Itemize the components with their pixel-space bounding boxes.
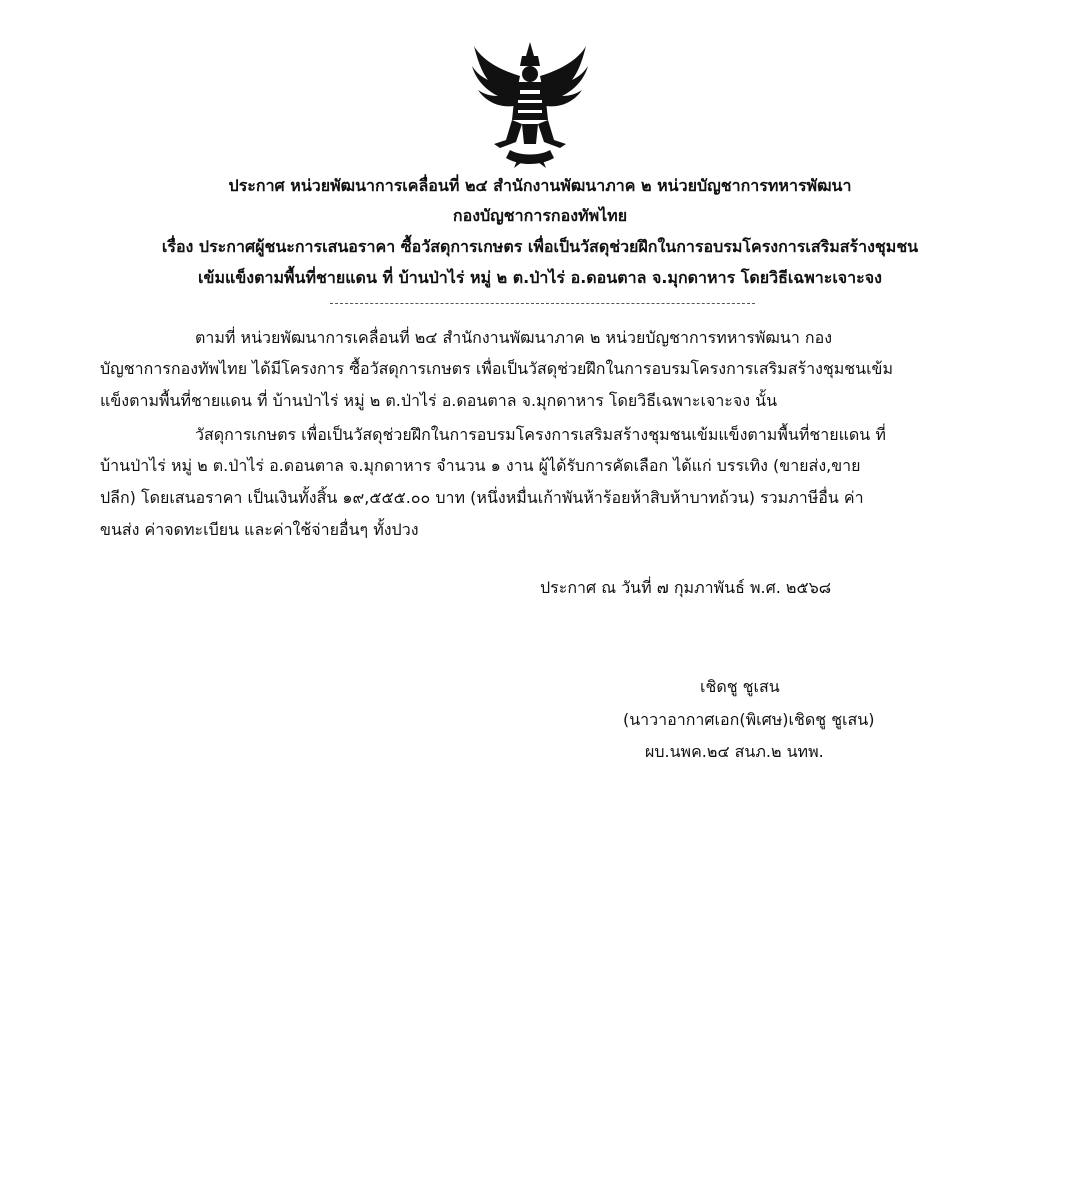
title-line-2: กองบัญชาการกองทัพไทย xyxy=(452,206,628,225)
paragraph2-line-1: วัสดุการเกษตร เพื่อเป็นวัสดุช่วยฝึกในการอบรมโครงการเสริมสร้างชุมชนเข้มแข็งตามพื้นที่ชายแดน ที่ xyxy=(195,425,886,444)
title-line-1: ประกาศ หน่วยพัฒนาการเคลื่อนที่ ๒๔ สำนักงานพัฒนาภาค ๒ หน่วยบัญชาการทหารพัฒนา xyxy=(228,176,852,195)
paragraph2-line-3: ปลีก) โดยเสนอราคา เป็นเงินทั้งสิ้น ๑๙,๕๕๕.๐๐ บาท (หนึ่งหมื่นเก้าพันห้าร้อยห้าสิบห้าบาทถ้วน) รวมภาษีอื่น ค่า xyxy=(100,488,864,507)
title-line-4: เข้มแข็งตามพื้นที่ชายแดน ที่ บ้านป่าไร่ หมู่ ๒ ต.ป่าไร่ อ.ดอนตาล จ.มุกดาหาร โดยวิธีเฉพาะเจาะจง xyxy=(198,268,882,287)
signature-full-name: (นาวาอากาศเอก(พิเศษ)เชิดชู ชูเสน) xyxy=(623,710,875,729)
paragraph1-line-1: ตามที่ หน่วยพัฒนาการเคลื่อนที่ ๒๔ สำนักงานพัฒนาภาค ๒ หน่วยบัญชาการทหารพัฒนา กอง xyxy=(195,328,832,347)
paragraph1-line-2: บัญชาการกองทัพไทย ได้มีโครงการ ซื้อวัสดุการเกษตร เพื่อเป็นวัสดุช่วยฝึกในการอบรมโครงการเสริมสร้างชุมชนเข้ม xyxy=(100,359,894,378)
separator-rule xyxy=(330,303,755,304)
signature-name: เชิดชู ชูเสน xyxy=(700,677,780,696)
announce-date: ประกาศ ณ วันที่ ๗ กุมภาพันธ์ พ.ศ. ๒๕๖๘ xyxy=(540,578,832,597)
paragraph1-line-3: แข็งตามพื้นที่ชายแดน ที่ บ้านป่าไร่ หมู่ ๒ ต.ป่าไร่ อ.ดอนตาล จ.มุกดาหาร โดยวิธีเฉพาะเจาะจง นั้น xyxy=(100,391,778,410)
paragraph2-line-2: บ้านป่าไร่ หมู่ ๒ ต.ป่าไร่ อ.ดอนตาล จ.มุกดาหาร จำนวน ๑ งาน ผู้ได้รับการคัดเลือก ได้แก่ บรรเทิง (ขายส่ง,ขาย xyxy=(100,456,861,475)
garuda-emblem-icon xyxy=(470,40,590,170)
title-line-3: เรื่อง ประกาศผู้ชนะการเสนอราคา ซื้อวัสดุการเกษตร เพื่อเป็นวัสดุช่วยฝึกในการอบรมโครงการเสริมสร้างชุมชน xyxy=(161,237,919,256)
signature-position: ผบ.นพค.๒๔ สนภ.๒ นทพ. xyxy=(645,742,824,761)
paragraph2-line-4: ขนส่ง ค่าจดทะเบียน และค่าใช้จ่ายอื่นๆ ทั้งปวง xyxy=(100,520,419,539)
